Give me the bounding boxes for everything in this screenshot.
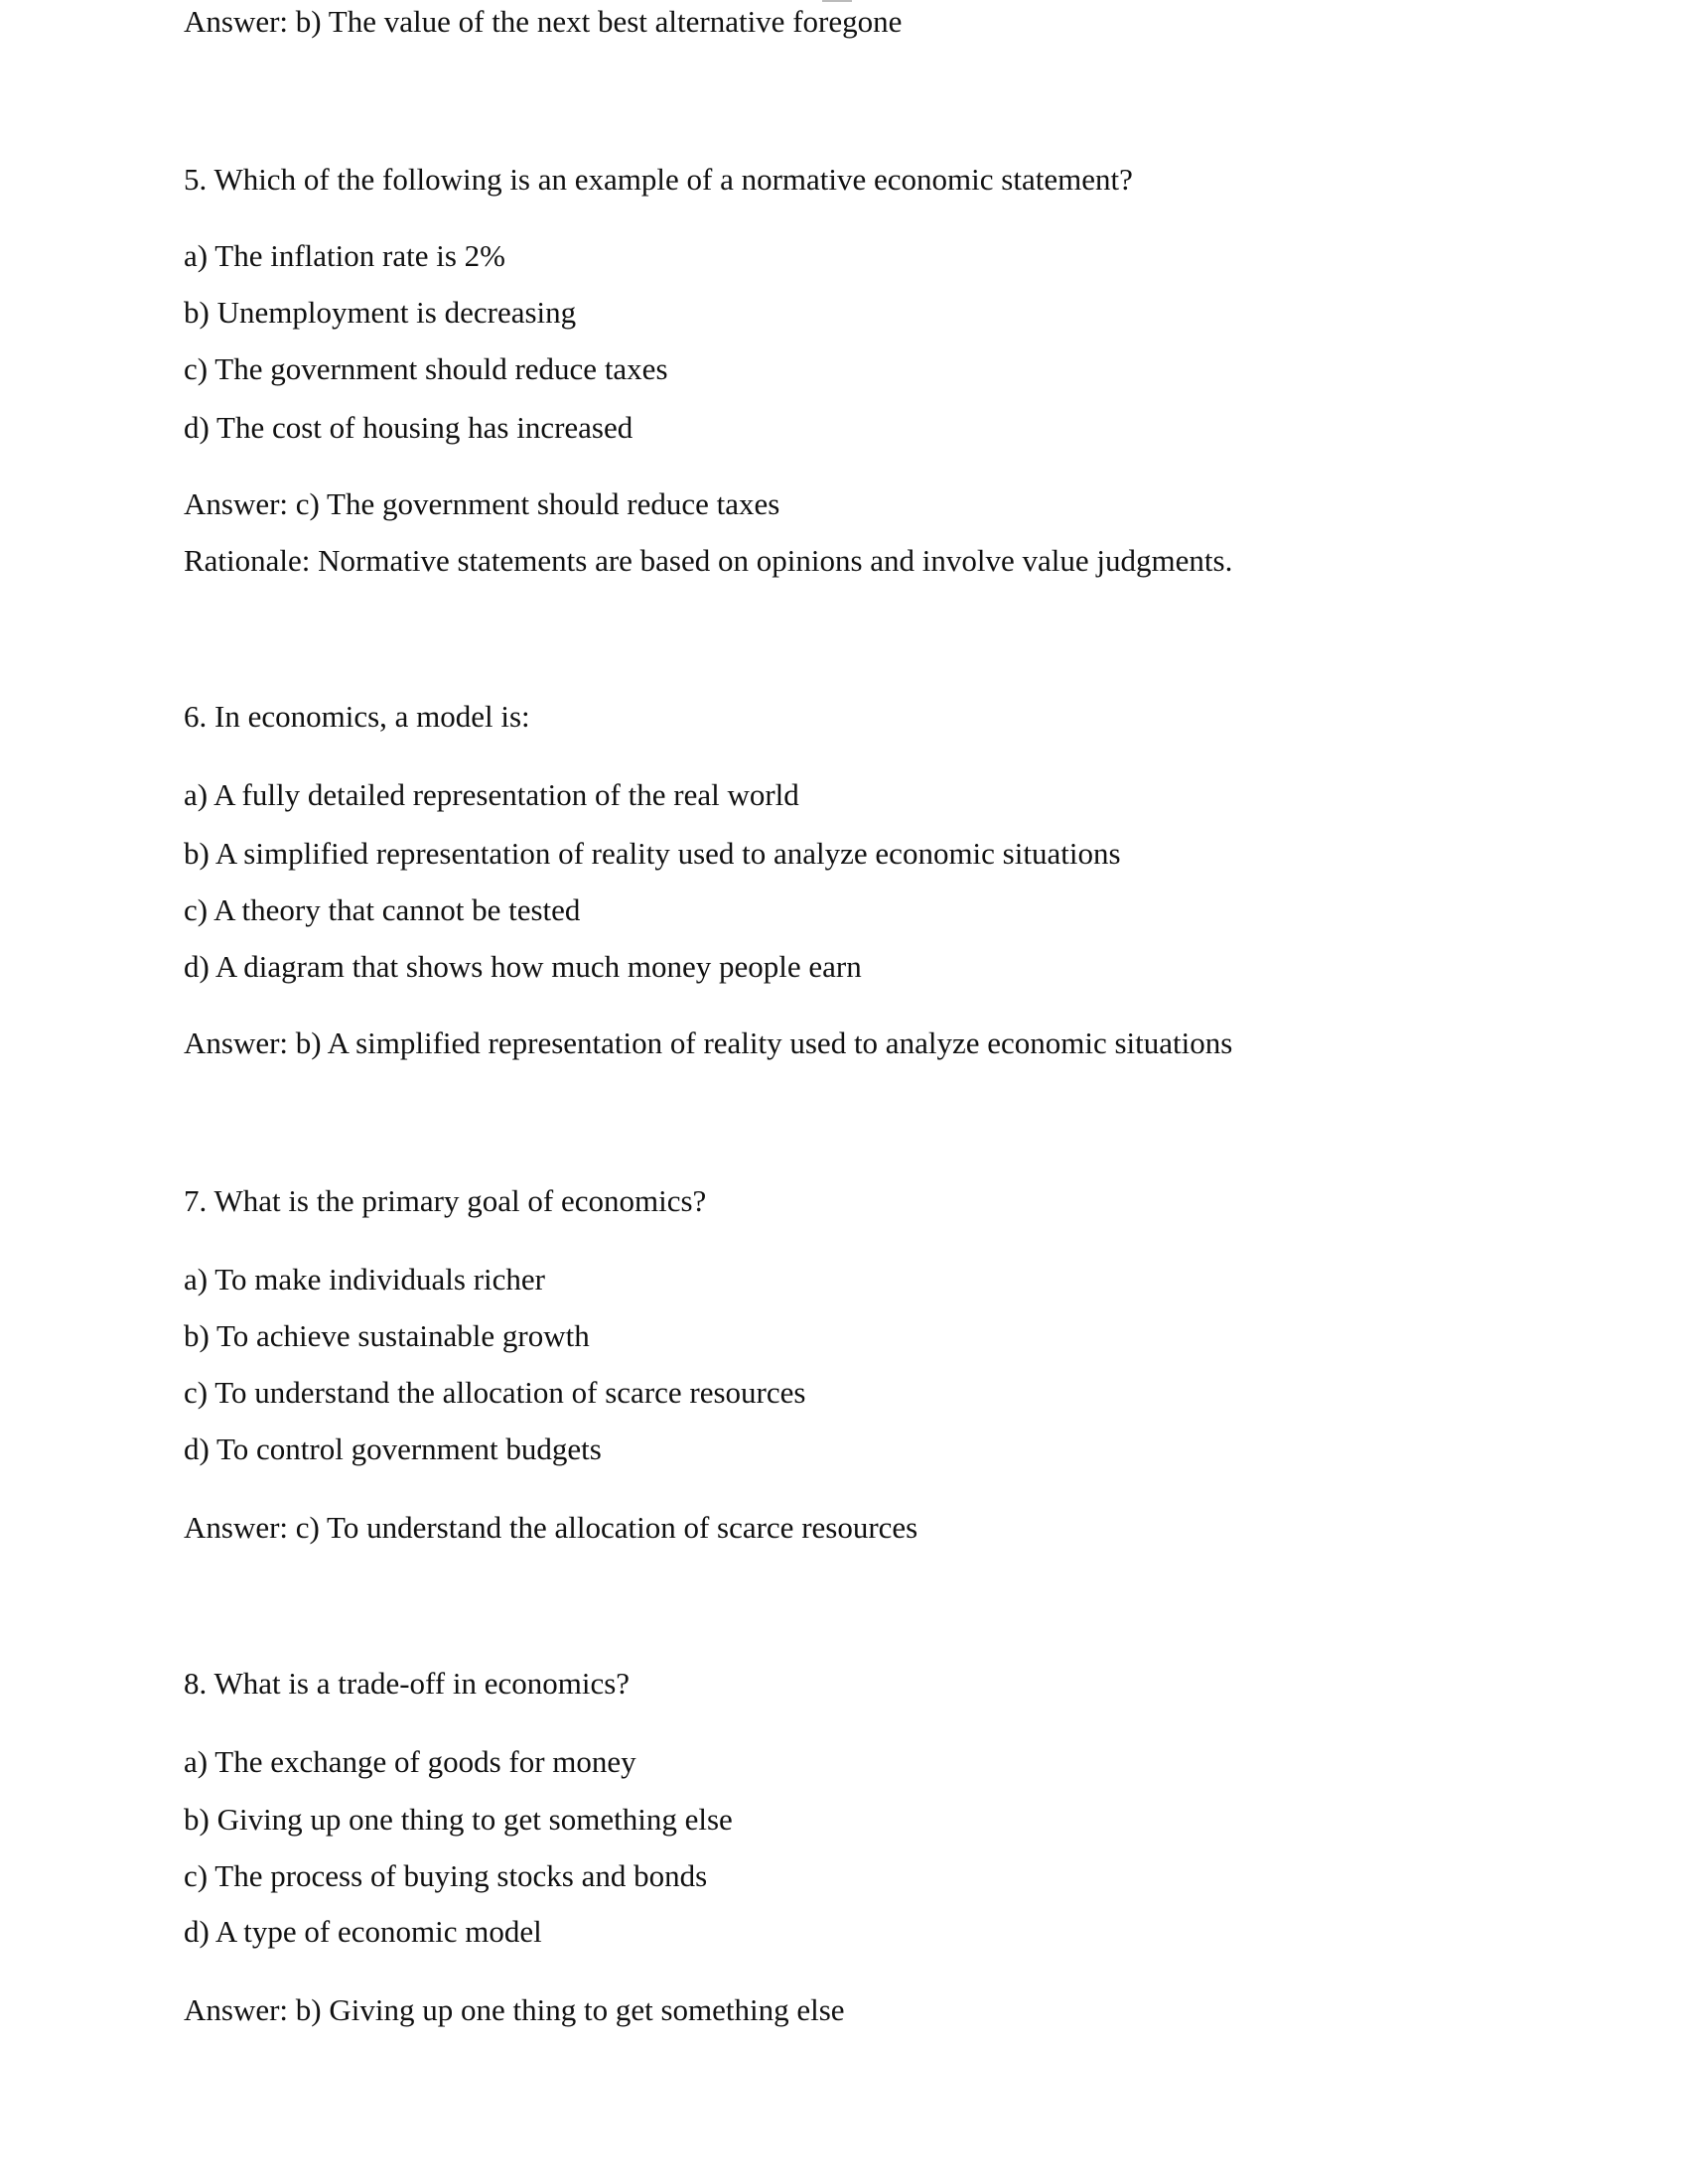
option-8a: a) The exchange of goods for money <box>184 1744 636 1779</box>
answer-8: Answer: b) Giving up one thing to get something else <box>184 1992 845 2027</box>
question-8: 8. What is a trade-off in economics? <box>184 1666 631 1701</box>
option-8d: d) A type of economic model <box>184 1914 542 1949</box>
option-6b: b) A simplified representation of reality used to analyze economic situations <box>184 836 1121 871</box>
option-6a: a) A fully detailed representation of the real world <box>184 777 799 812</box>
option-6d: d) A diagram that shows how much money people earn <box>184 949 862 984</box>
option-5c: c) The government should reduce taxes <box>184 351 668 386</box>
option-6c: c) A theory that cannot be tested <box>184 892 581 927</box>
option-7c: c) To understand the allocation of scarce resources <box>184 1375 806 1410</box>
rationale-5: Rationale: Normative statements are based on opinions and involve value judgments. <box>184 543 1233 578</box>
option-8b: b) Giving up one thing to get something else <box>184 1802 733 1837</box>
watermark-mark <box>822 0 852 2</box>
option-7d: d) To control government budgets <box>184 1432 602 1466</box>
option-5b: b) Unemployment is decreasing <box>184 295 577 330</box>
answer-7: Answer: c) To understand the allocation of scarce resources <box>184 1510 918 1545</box>
option-7b: b) To achieve sustainable growth <box>184 1318 590 1353</box>
answer-5: Answer: c) The government should reduce taxes <box>184 486 780 521</box>
question-5: 5. Which of the following is an example of a normative economic statement? <box>184 162 1133 197</box>
previous-answer: Answer: b) The value of the next best alternative foregone <box>184 4 903 39</box>
question-7: 7. What is the primary goal of economics? <box>184 1183 707 1218</box>
option-8c: c) The process of buying stocks and bonds <box>184 1858 708 1893</box>
question-6: 6. In economics, a model is: <box>184 699 530 734</box>
option-5d: d) The cost of housing has increased <box>184 410 633 445</box>
option-5a: a) The inflation rate is 2% <box>184 238 505 273</box>
option-7a: a) To make individuals richer <box>184 1262 545 1297</box>
answer-6: Answer: b) A simplified representation of reality used to analyze economic situations <box>184 1025 1233 1060</box>
